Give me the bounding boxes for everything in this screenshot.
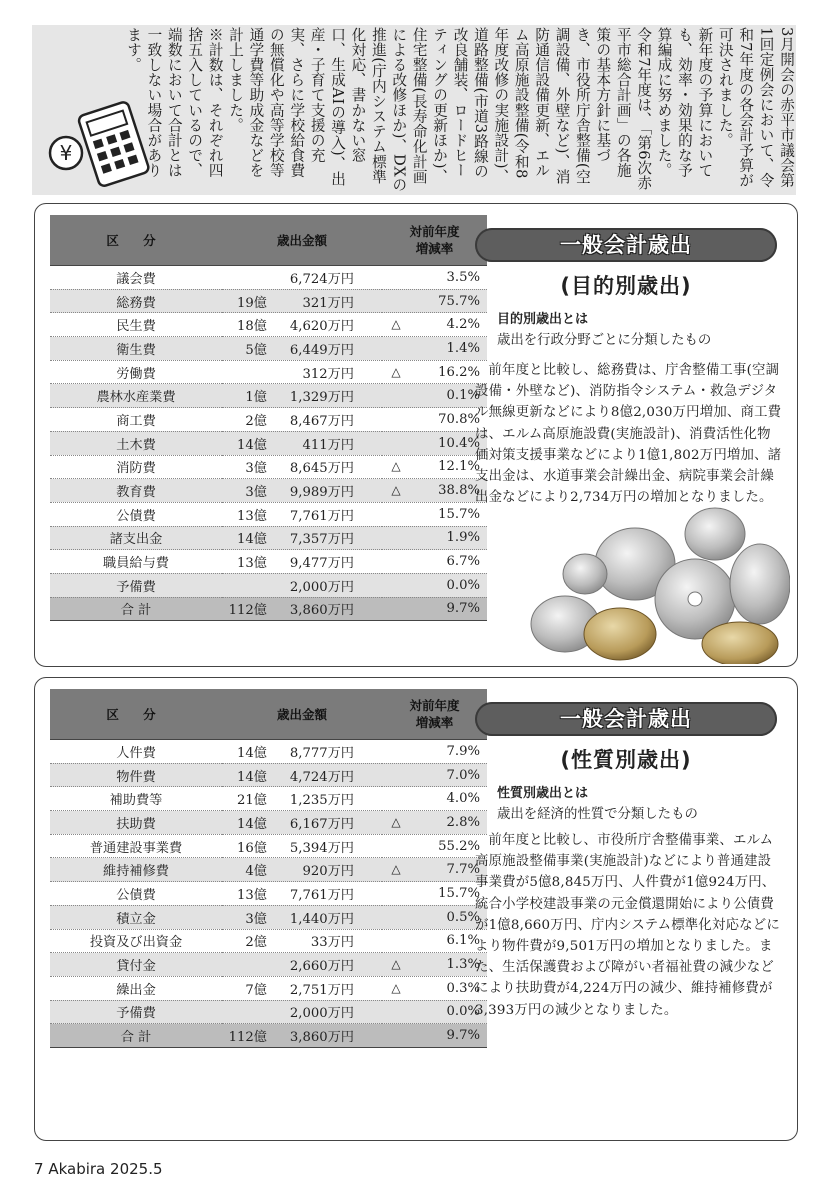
table-row (50, 455, 487, 479)
row-rate (382, 953, 487, 977)
section-title-pill: 一般会計歳出 (475, 228, 777, 262)
table-row (50, 811, 487, 835)
amount-man: 3,860万円 (289, 1030, 354, 1046)
header-category: 区 分 (50, 215, 222, 266)
amount-oku: 4億 (245, 864, 267, 880)
definition-heading: 目的別歳出とは (497, 312, 589, 327)
purpose-expenditure-table (50, 215, 487, 621)
rate-value: 7.0% (446, 767, 480, 783)
row-rate (382, 1000, 487, 1024)
page-footer (34, 1160, 163, 1178)
row-rate (382, 384, 487, 408)
row-amount (222, 858, 382, 882)
row-category: 維持補修費 (50, 858, 222, 882)
header-category: 区 分 (50, 689, 222, 740)
row-amount (222, 266, 382, 290)
coins-image (525, 504, 790, 664)
rate-value: 9.7% (446, 601, 480, 617)
table-row (50, 1000, 487, 1024)
amount-man: 6,449万円 (289, 342, 354, 358)
row-category: 農林水産業費 (50, 384, 222, 408)
explanation-text: 前年度と比較し、総務費は、庁舎整備工事(空調設備・外壁など)、消防指令システム・救急デジタル無線更新などにより8億2,030万円増加、商工費は、エルム高原施設費(実施設計)、消費活性化物価対策支援事業などにより1億1,802万円増加、諸支出金は、水道事業会計繰出金、病院事業会計繰出金などにより2,734万円の増加となりました。 (475, 363, 782, 506)
amount-oku: 21億 (237, 793, 267, 809)
amount-man: 33万円 (310, 935, 354, 951)
decrease-mark: △ (391, 814, 401, 829)
amount-man: 1,235万円 (289, 793, 354, 809)
row-category: 扶助費 (50, 811, 222, 835)
amount-man: 2,751万円 (289, 982, 354, 998)
amount-oku: 18億 (237, 319, 267, 335)
table-row (50, 929, 487, 953)
amount-oku: 112億 (228, 1030, 267, 1046)
rate-value: 3.5% (446, 269, 480, 285)
row-amount (222, 953, 382, 977)
table-total-row (50, 597, 487, 621)
row-category: 議会費 (50, 266, 222, 290)
decrease-mark: △ (391, 980, 401, 995)
amount-oku: 16億 (237, 840, 267, 856)
amount-oku: 14億 (237, 437, 267, 453)
row-category: 民生費 (50, 313, 222, 337)
row-amount (222, 431, 382, 455)
amount-man: 9,989万円 (289, 485, 354, 501)
amount-oku: 3億 (245, 461, 267, 477)
header-rate: 対前年度 増減率 (382, 689, 487, 740)
table-row (50, 431, 487, 455)
rate-value: 0.3% (446, 980, 480, 996)
amount-oku: 3億 (245, 911, 267, 927)
amount-man: 1,329万円 (289, 390, 354, 406)
row-rate (382, 1024, 487, 1048)
section-subtitle: (性質別歳出) (560, 748, 692, 772)
rate-value: 6.7% (446, 554, 480, 570)
amount-oku: 3億 (245, 485, 267, 501)
amount-man: 321万円 (302, 295, 354, 311)
row-category: 貸付金 (50, 953, 222, 977)
amount-oku: 14億 (237, 745, 267, 761)
purpose-expenditure-section (34, 203, 798, 667)
row-category: 教育費 (50, 479, 222, 503)
row-category: 総務費 (50, 289, 222, 313)
decrease-mark: △ (391, 364, 401, 379)
definition-text: 歳出を経済的性質で分類したもの (497, 807, 698, 822)
table-total-row (50, 1024, 487, 1048)
row-category: 職員給与費 (50, 550, 222, 574)
rate-value: 1.3% (446, 957, 480, 973)
row-amount (222, 597, 382, 621)
amount-oku: 2億 (245, 935, 267, 951)
amount-oku: 14億 (237, 816, 267, 832)
table-row (50, 787, 487, 811)
table-row (50, 905, 487, 929)
amount-man: 8,777万円 (289, 745, 354, 761)
row-category: 衛生費 (50, 337, 222, 361)
row-category: 商工費 (50, 408, 222, 432)
decrease-mark: △ (391, 317, 401, 332)
intro-box (32, 25, 796, 195)
row-amount (222, 313, 382, 337)
row-amount (222, 976, 382, 1000)
amount-man: 7,761万円 (289, 887, 354, 903)
row-rate (382, 976, 487, 1000)
rate-value: 0.1% (446, 388, 480, 404)
row-rate (382, 858, 487, 882)
table-row (50, 479, 487, 503)
row-category: 合 計 (50, 1024, 222, 1048)
table-header-row (50, 689, 487, 740)
explanation-text: 前年度と比較し、市役所庁舎整備事業、エルム高原施設整備事業(実施設計)などにより普通建設事業費が5億8,845万円、人件費が1億924万円、統合小学校建設事業の元金償還開始により公債費が1億8,660万円、庁内システム標準化対応などにより物件費が9,501万円の増加となりました。また、生活保護費および障がい者福祉費の減少などにより扶助費が4,224万円の減少、維持補修費が3,393万円の減少となりました。 (475, 833, 780, 1018)
amount-man: 7,357万円 (289, 532, 354, 548)
row-category: 公債費 (50, 502, 222, 526)
table-row (50, 953, 487, 977)
row-amount (222, 289, 382, 313)
rate-value: 15.7% (438, 885, 480, 901)
amount-man: 9,477万円 (289, 556, 354, 572)
table-row (50, 976, 487, 1000)
row-rate (382, 573, 487, 597)
row-category: 投資及び出資金 (50, 929, 222, 953)
amount-man: 411万円 (302, 437, 354, 453)
amount-oku: 13億 (237, 887, 267, 903)
footer-text: Akabira 2025.5 (48, 1160, 163, 1178)
amount-oku: 5億 (245, 342, 267, 358)
amount-oku: 7億 (245, 982, 267, 998)
table-row (50, 289, 487, 313)
decrease-mark: △ (391, 483, 401, 498)
rate-value: 9.7% (446, 1028, 480, 1044)
row-rate (382, 787, 487, 811)
row-amount (222, 905, 382, 929)
row-rate (382, 550, 487, 574)
row-category: 土木費 (50, 431, 222, 455)
amount-man: 6,724万円 (289, 271, 354, 287)
row-amount (222, 408, 382, 432)
row-category: 補助費等 (50, 787, 222, 811)
row-category: 物件費 (50, 763, 222, 787)
intro-note: ※計数は、それぞれ四捨五入しているので、端数において合計とは一致しない場合があります。 (125, 27, 224, 178)
decrease-mark: △ (391, 957, 401, 972)
row-amount (222, 384, 382, 408)
table-row (50, 858, 487, 882)
rate-value: 4.2% (446, 317, 480, 333)
row-rate (382, 266, 487, 290)
row-amount (222, 526, 382, 550)
row-amount (222, 834, 382, 858)
amount-man: 8,645万円 (289, 461, 354, 477)
row-rate (382, 360, 487, 384)
table-row (50, 526, 487, 550)
amount-man: 7,761万円 (289, 508, 354, 524)
row-category: 諸支出金 (50, 526, 222, 550)
table-row (50, 360, 487, 384)
header-rate: 対前年度 増減率 (382, 215, 487, 266)
header-amount: 歳出金額 (222, 689, 382, 740)
rate-value: 1.4% (446, 340, 480, 356)
row-category: 積立金 (50, 905, 222, 929)
row-rate (382, 408, 487, 432)
amount-man: 5,394万円 (289, 840, 354, 856)
rate-value: 7.7% (446, 862, 480, 878)
row-rate (382, 479, 487, 503)
row-amount (222, 740, 382, 764)
row-category: 予備費 (50, 573, 222, 597)
definition-text: 歳出を行政分野ごとに分類したもの (497, 333, 712, 348)
row-rate (382, 882, 487, 906)
rate-value: 15.7% (438, 506, 480, 522)
row-amount (222, 455, 382, 479)
nature-expenditure-table (50, 689, 487, 1048)
row-amount (222, 360, 382, 384)
row-rate (382, 763, 487, 787)
rate-value: 6.1% (446, 933, 480, 949)
row-amount (222, 787, 382, 811)
row-amount (222, 550, 382, 574)
table-row (50, 337, 487, 361)
row-rate (382, 289, 487, 313)
amount-oku: 14億 (237, 532, 267, 548)
row-amount (222, 479, 382, 503)
amount-man: 8,467万円 (289, 413, 354, 429)
rate-value: 38.8% (438, 483, 480, 499)
table-row (50, 384, 487, 408)
amount-man: 2,000万円 (289, 1006, 354, 1022)
decrease-mark: △ (391, 862, 401, 877)
amount-oku: 13億 (237, 508, 267, 524)
amount-man: 1,440万円 (289, 911, 354, 927)
amount-man: 2,000万円 (289, 579, 354, 595)
row-rate (382, 929, 487, 953)
amount-oku: 2億 (245, 413, 267, 429)
row-rate (382, 597, 487, 621)
rate-value: 7.9% (446, 743, 480, 759)
table-row (50, 834, 487, 858)
intro-paragraph: 3月開会の赤平市議会第1回定例会において、令和7年度の各会計予算が可決されました。 (716, 27, 795, 188)
amount-oku: 1億 (245, 390, 267, 406)
amount-man: 6,167万円 (289, 816, 354, 832)
row-rate (382, 740, 487, 764)
row-rate (382, 526, 487, 550)
decrease-mark: △ (391, 459, 401, 474)
definition-heading: 性質別歳出とは (497, 786, 589, 801)
rate-value: 70.8% (438, 411, 480, 427)
row-rate (382, 455, 487, 479)
table-row (50, 882, 487, 906)
svg-text:¥: ¥ (59, 141, 73, 165)
page-number: 7 (34, 1160, 44, 1178)
rate-value: 0.5% (446, 909, 480, 925)
table-row (50, 740, 487, 764)
row-category: 合 計 (50, 597, 222, 621)
intro-paragraph: 新年度の予算においても、効率・効果的な予算編成に努めました。令和7年度は、「第6次赤平市総合計画」の各施策の基本方針に基づき、市役所庁舎整備(空調設備、外壁など)、消防通信設備更新、エルム高原施設整備(令和8年度改修の実施設計)、道路整備(市道3路線の改良舗装、ロードヒーティングの更新ほか)、住宅整備(長寿命化計画による改修ほか)、DXの推進(庁内システム標準化対応、書かない窓口、生成AIの導入)、出産・子育て支援の充実、さらに学校給食費の無償化や高等学校等通学費等助成金などを計上しました。 (227, 27, 714, 193)
row-amount (222, 929, 382, 953)
rate-value: 4.0% (446, 791, 480, 807)
rate-value: 75.7% (438, 293, 480, 309)
row-amount (222, 1000, 382, 1024)
header-amount: 歳出金額 (222, 215, 382, 266)
nature-expenditure-section (34, 677, 798, 1141)
table-row (50, 550, 487, 574)
row-category: 人件費 (50, 740, 222, 764)
amount-man: 4,724万円 (289, 769, 354, 785)
table-row (50, 502, 487, 526)
row-category: 繰出金 (50, 976, 222, 1000)
table-header-row (50, 215, 487, 266)
amount-oku: 112億 (228, 603, 267, 619)
row-category: 公債費 (50, 882, 222, 906)
row-category: 消防費 (50, 455, 222, 479)
amount-oku: 19億 (237, 295, 267, 311)
row-category: 予備費 (50, 1000, 222, 1024)
row-rate (382, 905, 487, 929)
table-row (50, 266, 487, 290)
table-row (50, 313, 487, 337)
rate-value: 12.1% (438, 459, 480, 475)
amount-man: 920万円 (302, 864, 354, 880)
section-subtitle: (目的別歳出) (560, 274, 692, 298)
amount-oku: 13億 (237, 556, 267, 572)
amount-oku: 14億 (237, 769, 267, 785)
amount-man: 4,620万円 (289, 319, 354, 335)
calculator-yen-icon (44, 95, 154, 195)
row-rate (382, 834, 487, 858)
table-row (50, 573, 487, 597)
rate-value: 55.2% (438, 838, 480, 854)
row-amount (222, 337, 382, 361)
row-amount (222, 882, 382, 906)
row-rate (382, 811, 487, 835)
row-rate (382, 313, 487, 337)
table-row (50, 763, 487, 787)
rate-value: 10.4% (438, 435, 480, 451)
rate-value: 1.9% (446, 530, 480, 546)
amount-man: 3,860万円 (289, 603, 354, 619)
row-category: 普通建設事業費 (50, 834, 222, 858)
section-title-pill: 一般会計歳出 (475, 702, 777, 736)
row-rate (382, 502, 487, 526)
row-rate (382, 337, 487, 361)
row-rate (382, 431, 487, 455)
amount-man: 312万円 (302, 366, 354, 382)
rate-value: 2.8% (446, 814, 480, 830)
amount-man: 2,660万円 (289, 959, 354, 975)
intro-text (123, 27, 796, 193)
rate-value: 16.2% (438, 364, 480, 380)
row-category: 労働費 (50, 360, 222, 384)
rate-value: 0.0% (446, 577, 480, 593)
rate-value: 0.0% (446, 1004, 480, 1020)
row-amount (222, 811, 382, 835)
row-amount (222, 502, 382, 526)
row-amount (222, 1024, 382, 1048)
table-row (50, 408, 487, 432)
row-amount (222, 763, 382, 787)
row-amount (222, 573, 382, 597)
